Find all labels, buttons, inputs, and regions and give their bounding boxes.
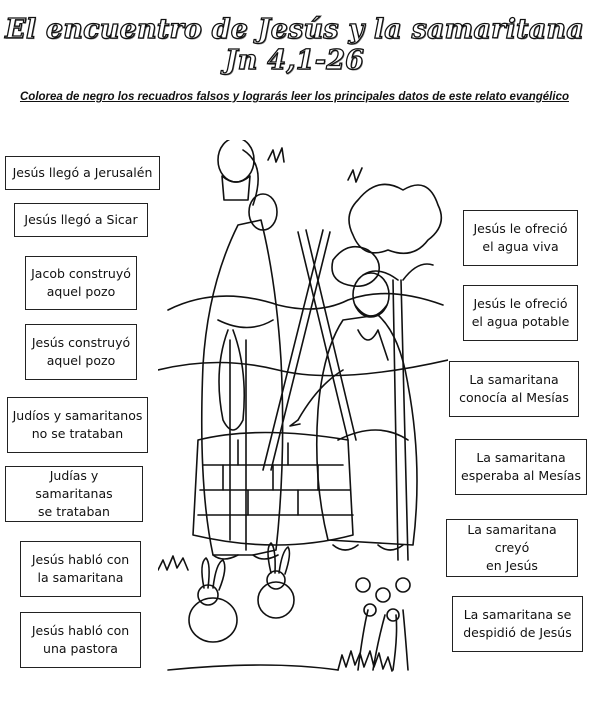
statement-box[interactable]	[25, 256, 137, 310]
stone-well-illustration	[193, 433, 353, 546]
statement-box[interactable]	[5, 466, 143, 522]
statement-text: La samaritana creyó en Jesús	[467, 521, 557, 574]
statement-box[interactable]	[5, 156, 160, 190]
statement-box[interactable]	[25, 324, 137, 380]
well-poles-illustration	[263, 230, 356, 470]
instructions-text: Colorea de negro los recuadros falsos y lograrás leer los principales datos de este relato evangélico	[19, 91, 569, 103]
flowers-illustration	[338, 578, 410, 671]
statement-box[interactable]	[463, 285, 578, 341]
rabbit-illustration	[189, 543, 294, 642]
statement-text: Jesús construyó aquel pozo	[31, 334, 131, 368]
statement-box[interactable]	[7, 397, 148, 453]
tree-illustration	[332, 184, 441, 560]
page-title: El encuentro de Jesús y la samaritana Jn 4,1-26	[5, 14, 584, 76]
statement-text: Jesús habló con una pastora	[31, 622, 130, 656]
statement-box[interactable]	[20, 612, 141, 668]
statement-text: Judías y samaritanas se trataban	[35, 467, 113, 520]
statement-text: Jesús le ofreció el agua viva	[473, 220, 568, 254]
statement-box[interactable]	[20, 541, 141, 597]
statement-box[interactable]	[455, 439, 587, 495]
statement-text: Jesús habló con la samaritana	[31, 551, 130, 585]
statement-text: Jesús le ofreció el agua potable	[471, 295, 570, 329]
statement-text: Jacob construyó aquel pozo	[31, 265, 131, 299]
statement-box[interactable]	[446, 519, 578, 577]
statement-box[interactable]	[449, 361, 579, 417]
well-scene-illustration	[158, 140, 448, 700]
statement-text: Jesús llegó a Sicar	[24, 211, 138, 227]
statement-box[interactable]	[14, 203, 148, 237]
statement-text: La samaritana se despidió de Jesús	[463, 606, 572, 640]
statement-text: Judíos y samaritanos no se trataban	[12, 407, 143, 441]
statement-text: Jesús llegó a Jerusalén	[12, 164, 153, 180]
statement-box[interactable]	[463, 210, 578, 266]
statement-text: La samaritana conocía al Mesías	[459, 371, 569, 405]
statement-box[interactable]	[452, 596, 583, 652]
samaritan-woman-illustration	[202, 140, 283, 559]
statement-text: La samaritana esperaba al Mesías	[461, 449, 581, 483]
